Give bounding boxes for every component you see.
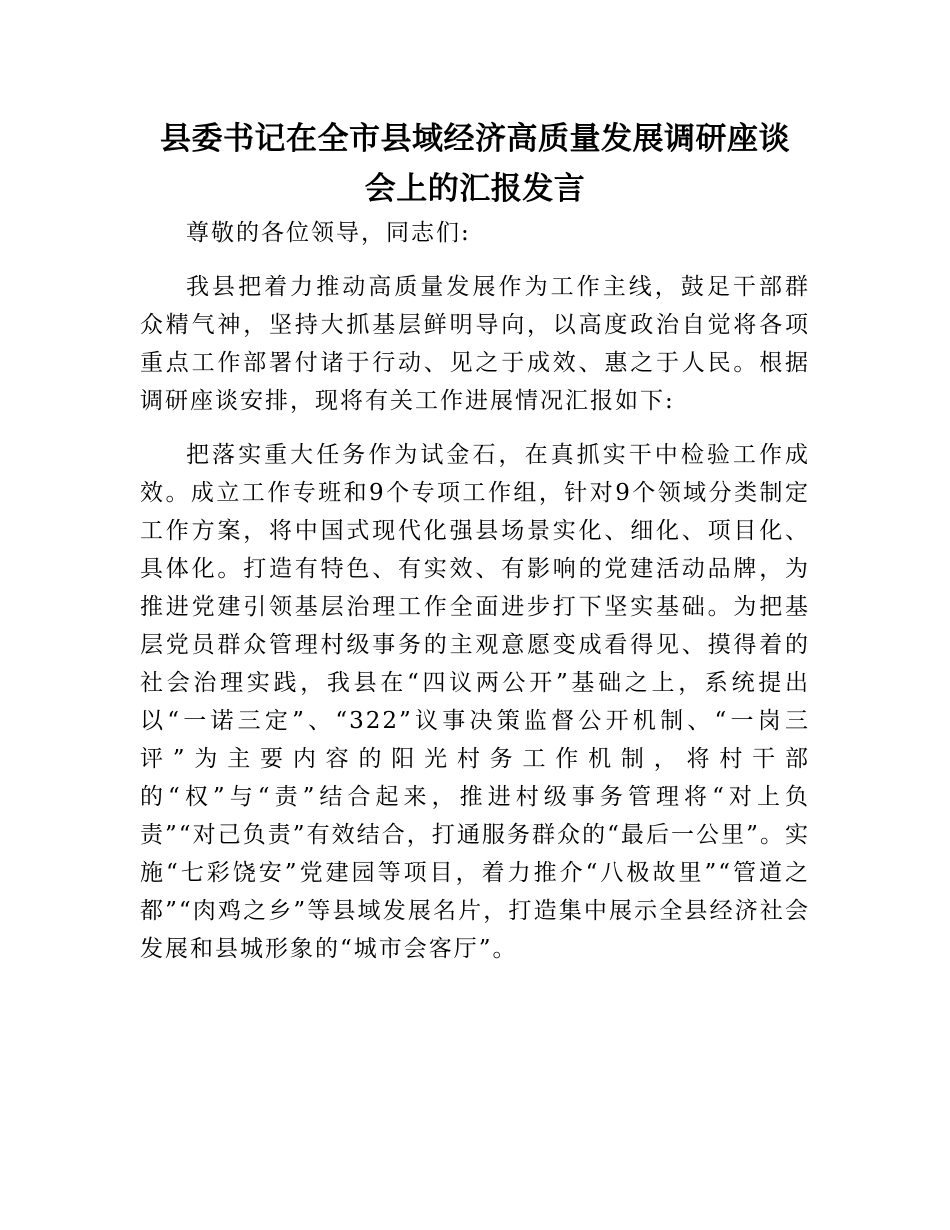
paragraph-main: 把落实重大任务作为试金石，在真抓实干中检验工作成效。成立工作专班和9个专项工作组，针对9个领域分类制定工作方案，将中国式现代化强县场景实化、细化、项目化、具体化。打造有特色、有实效、有影响的党建活动品牌，为推进党建引领基层治理工作全面进步打下坚实基础。为把基层党员群众管理村级事务的主观意愿变成看得见、摸得着的社会治理实践，我县在“四议两公开”基础之上，系统提出以“一诺三定”、“322”议事决策监督公开机制、“一岗三评”为主要内容的阳光村务工作机制，将村干部的“权”与“责”结合起来，推进村级事务管理将“对上负责”“对己负责”有效结合，打通服务群众的“最后一公里”。实施“七彩饶安”党建园等项目，着力推介“八极故里”“管道之都”“肉鸡之乡”等县域发展名片，打造集中展示全县经济社会发展和县城形象的“城市会客厅”。 (140, 442, 810, 962)
document-title (140, 114, 810, 214)
title-line-2: 会上的汇报发言 (364, 171, 586, 207)
document-body (140, 214, 810, 968)
title-line-1: 县委书记在全市县域经济高质量发展调研座谈 (160, 121, 790, 157)
paragraph-intro: 我县把着力推动高质量发展作为工作主线，鼓足干部群众精气神，坚持大抓基层鲜明导向，以高度政治自觉将各项重点工作部署付诸于行动、见之于成效、惠之于人民。根据调研座谈安排，现将有关工作进展情况汇报如下: (140, 274, 810, 414)
salutation: 尊敬的各位领导，同志们: (186, 220, 471, 246)
